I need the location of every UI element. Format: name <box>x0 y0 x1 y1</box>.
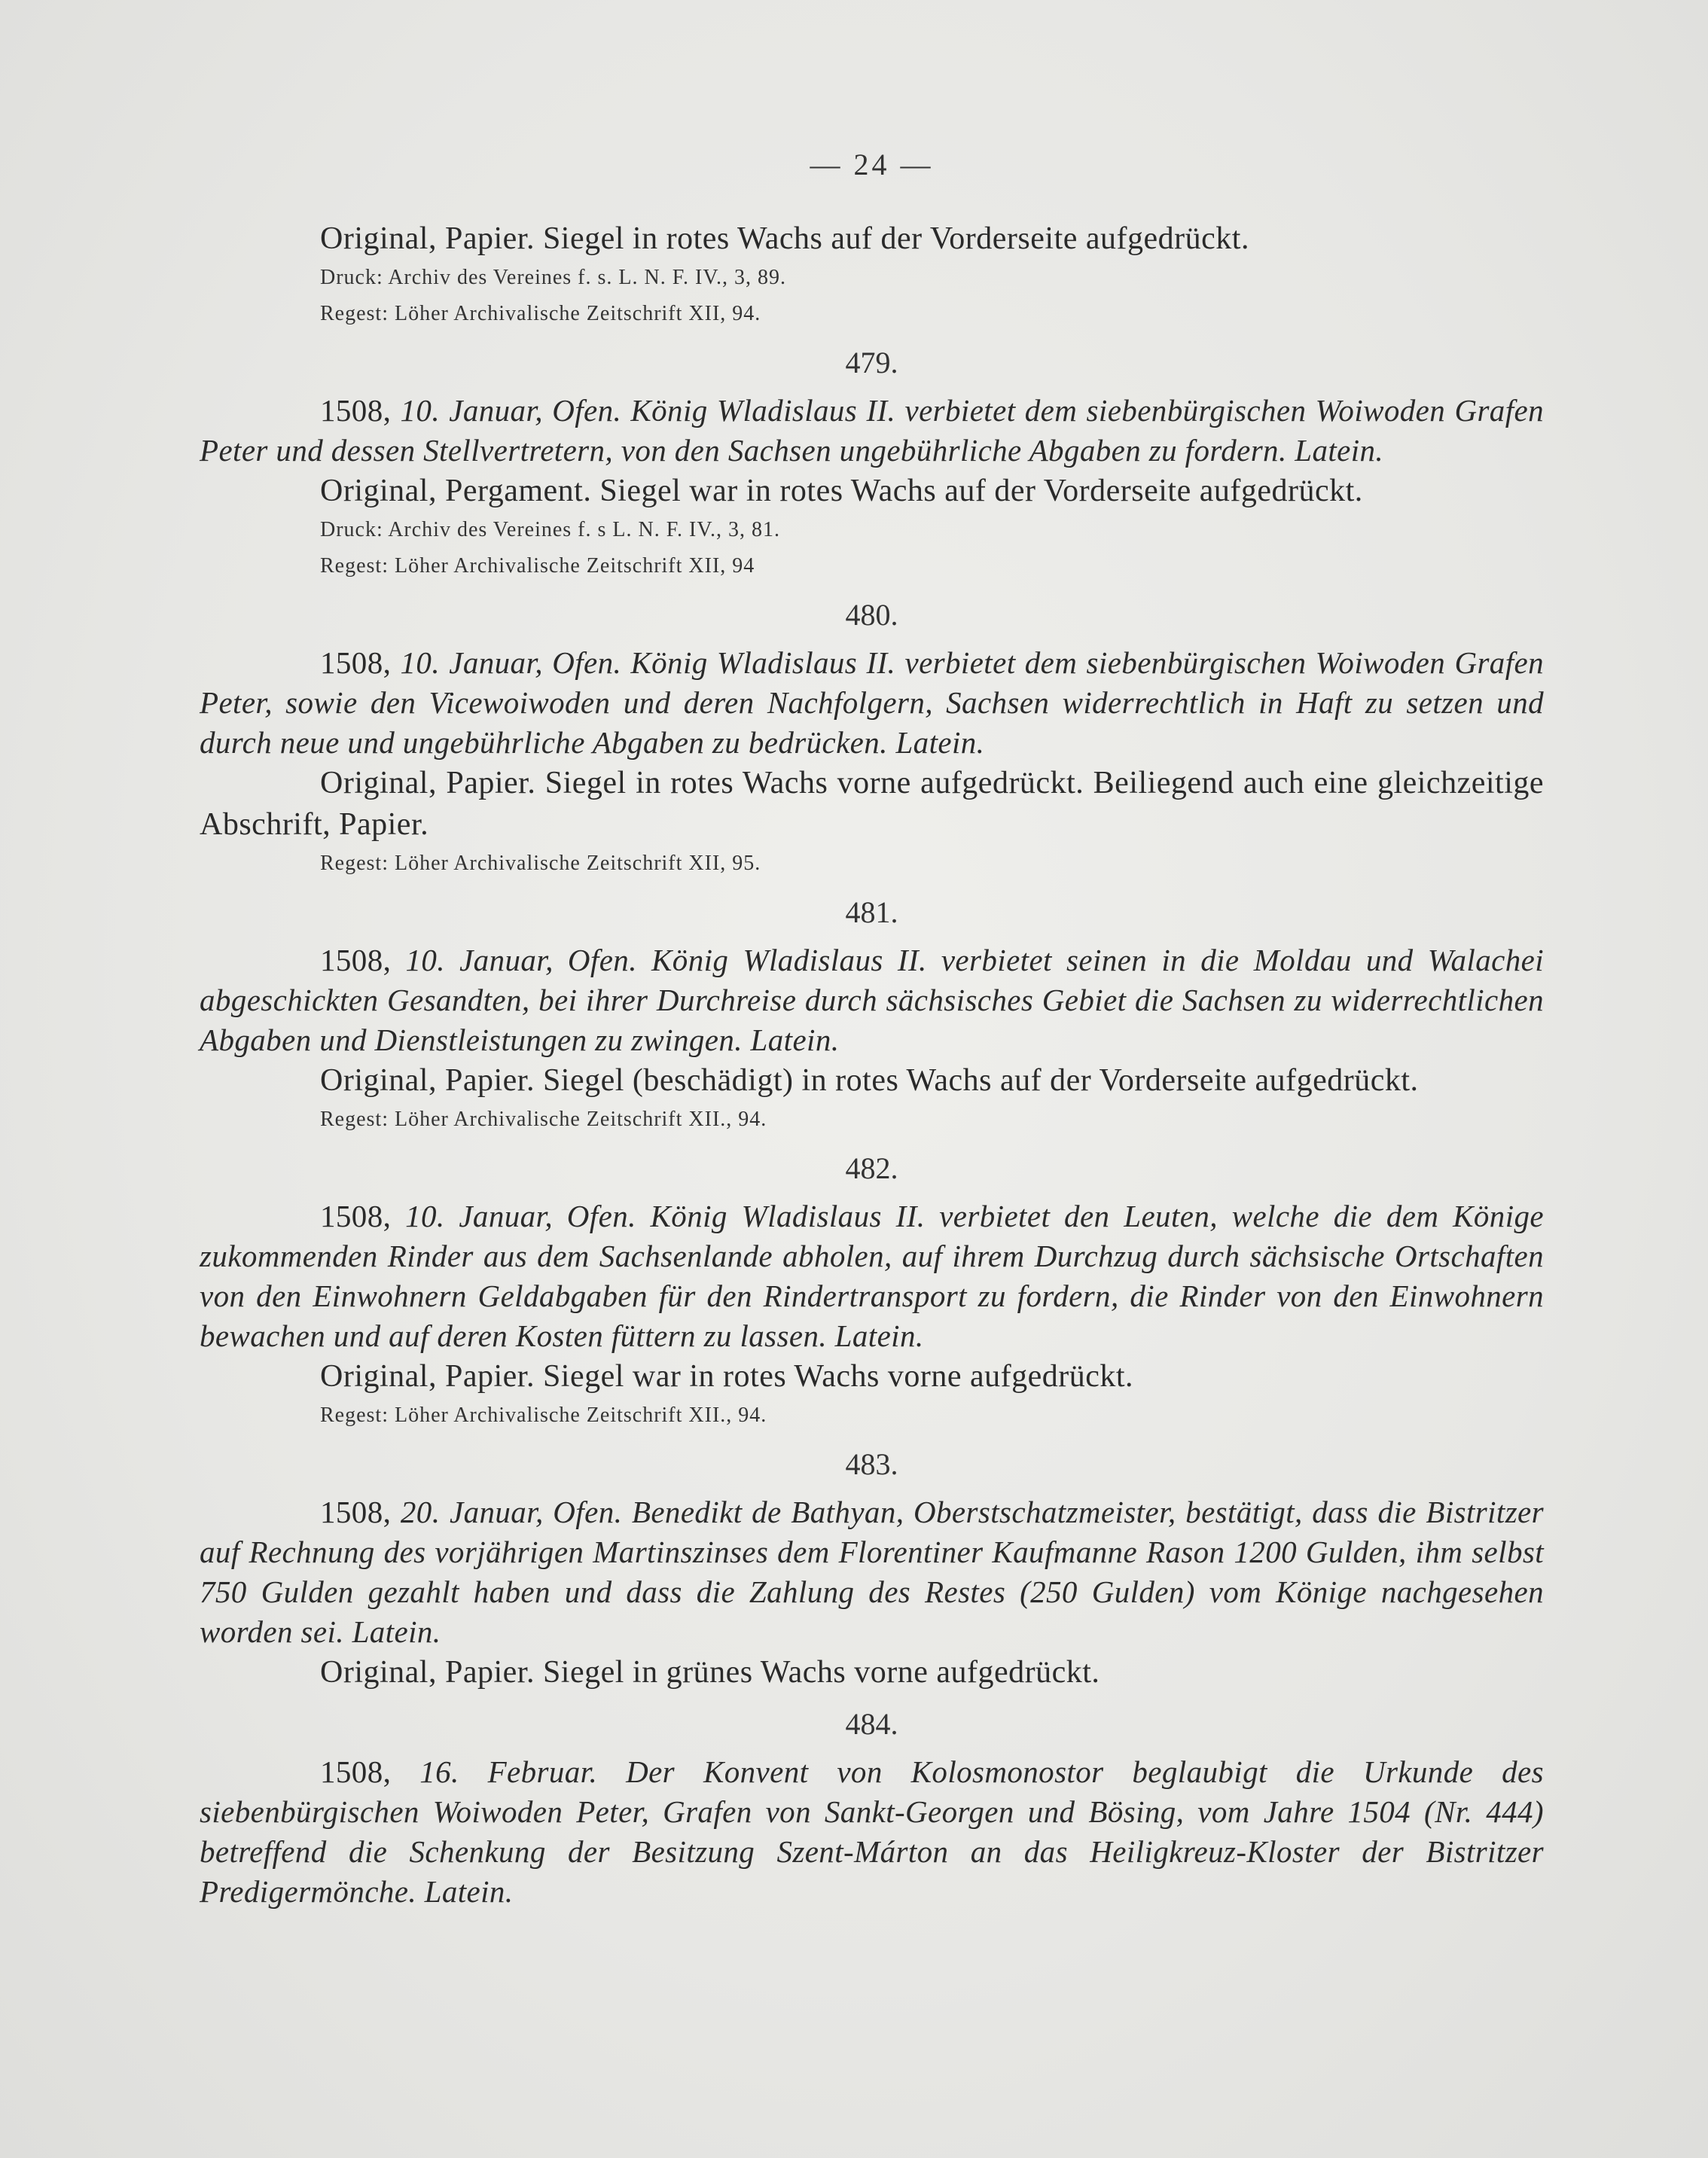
entry-482-regest: Regest: Löher Archivalische Zeitschrift XII., 94. <box>320 1404 767 1427</box>
entry-483-original: Original, Papier. Siegel in grünes Wachs vorne aufgedrückt. <box>320 1655 1100 1690</box>
entry-number-479: 479. <box>845 346 898 379</box>
entry-479-text: 10. Januar, Ofen. König Wladislaus II. verbietet dem siebenbürgischen Woiwoden Grafen Peter und dessen Stellvertretern, von den Sachsen ungebührliche Abgaben zu fordern. Latein. <box>200 393 1544 468</box>
entry-484-summary <box>200 1752 1544 1912</box>
entry-480-summary <box>200 643 1544 763</box>
entry-number-483: 483. <box>845 1447 898 1481</box>
entry-481-original: Original, Papier. Siegel (beschädigt) in rotes Wachs auf der Vorderseite aufgedrückt. <box>320 1063 1419 1098</box>
entry-481-year: 1508, <box>320 943 392 977</box>
entry-480-regest: Regest: Löher Archivalische Zeitschrift XII, 95. <box>320 852 761 875</box>
entry-482-original: Original, Papier. Siegel war in rotes Wachs vorne aufgedrückt. <box>320 1359 1134 1394</box>
entry-483-summary <box>200 1492 1544 1652</box>
entry-480-text: 10. Januar, Ofen. König Wladislaus II. verbietet dem siebenbürgischen Woiwoden Grafen Peter, sowie den Vicewoiwoden und deren Nachfolgern, Sachsen widerrechtlich in Haft zu setzen und durch neue und ungebührliche Abgaben zu bedrücken. Latein. <box>200 645 1544 760</box>
entry-481-summary <box>200 940 1544 1060</box>
entry-484-text: 16. Februar. Der Konvent von Kolosmonostor beglaubigt die Urkunde des siebenbürgischen Woiwoden Peter, Grafen von Sankt-Georgen und Bösing, vom Jahre 1504 (Nr. 444) betreffend die Schenkung der Besitzung Szent-Márton an das Heiligkreuz-Kloster der Bistritzer Predigermönche. Latein. <box>200 1754 1544 1909</box>
entry-479-regest: Regest: Löher Archivalische Zeitschrift XII, 94 <box>320 554 755 578</box>
page-number: — 24 — <box>810 148 934 181</box>
entry-482-summary <box>200 1196 1544 1356</box>
entry-483-year: 1508, <box>320 1495 392 1529</box>
entry-481-regest: Regest: Löher Archivalische Zeitschrift XII., 94. <box>320 1108 767 1131</box>
page-content <box>200 147 1544 1912</box>
entry-number-482: 482. <box>845 1151 898 1185</box>
entry-484-year: 1508, <box>320 1754 392 1789</box>
entry-479-druck: Druck: Archiv des Vereines f. s L. N. F. IV., 3, 81. <box>320 518 780 541</box>
entry-480-original: Original, Papier. Siegel in rotes Wachs vorne aufgedrückt. Beiliegend auch eine gleichzeitige Abschrift, Papier. <box>200 766 1544 842</box>
entry-number-480: 480. <box>845 598 898 632</box>
entry-483-text: 20. Januar, Ofen. Benedikt de Bathyan, Oberstschatzmeister, bestätigt, dass die Bistritzer auf Rechnung des vorjährigen Martinszinses dem Florentiner Kaufmanne Rason 1200 Gulden, ihm selbst 750 Gulden gezahlt haben und dass die Zahlung des Restes (250 Gulden) vom Könige nachgesehen worden sei. Latein. <box>200 1495 1545 1649</box>
entry-482-text: 10. Januar, Ofen. König Wladislaus II. verbietet den Leuten, welche die dem Könige zukommenden Rinder aus dem Sachsenlande abholen, auf ihrem Durchzug durch sächsische Ortschaften von den Einwohnern Geldabgaben für den Rindertransport zu fordern, die Rinder von den Einwohnern bewachen und auf deren Kosten füttern zu lassen. Latein. <box>200 1199 1544 1353</box>
preceding-regest-line: Regest: Löher Archivalische Zeitschrift XII, 94. <box>320 302 761 325</box>
entry-479-year: 1508, <box>320 393 392 428</box>
preceding-druck-line: Druck: Archiv des Vereines f. s. L. N. F. IV., 3, 89. <box>320 266 786 289</box>
entry-number-481: 481. <box>845 895 898 929</box>
entry-482-year: 1508, <box>320 1199 392 1233</box>
entry-479-summary <box>200 391 1544 471</box>
entry-480-year: 1508, <box>320 645 392 680</box>
entry-479-original: Original, Pergament. Siegel war in rotes Wachs auf der Vorderseite aufgedrückt. <box>320 474 1363 508</box>
entry-number-484: 484. <box>845 1707 898 1741</box>
preceding-original-line: Original, Papier. Siegel in rotes Wachs auf der Vorderseite aufgedrückt. <box>320 221 1249 256</box>
entry-481-text: 10. Januar, Ofen. König Wladislaus II. verbietet seinen in die Moldau und Walachei abgeschickten Gesandten, bei ihrer Durchreise durch sächsisches Gebiet die Sachsen zu widerrechtlichen Abgaben und Dienstleistungen zu zwingen. Latein. <box>200 943 1544 1057</box>
